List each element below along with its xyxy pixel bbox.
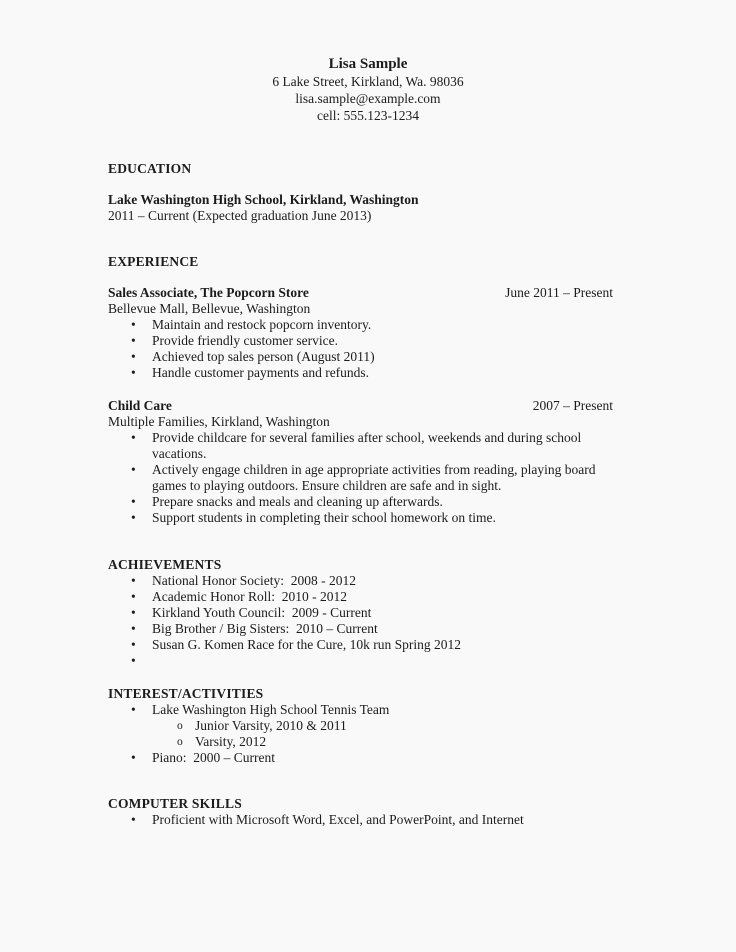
job-bullet: • Actively engage children in age appropriate activities from reading, playing board games to playing outdoors. Ensure children are safe and in sight.	[108, 462, 613, 494]
resume-body	[108, 161, 613, 828]
job-bullet: • Maintain and restock popcorn inventory.	[108, 317, 613, 333]
job-dates: 2007 – Present	[532, 398, 613, 413]
education-dates: 2011 – Current (Expected graduation June 2013)	[108, 208, 372, 223]
job-title: Sales Associate, The Popcorn Store	[108, 285, 309, 300]
job-bullet: • Support students in completing their school homework on time.	[108, 510, 613, 526]
job-entry	[108, 398, 613, 526]
achievement-bullet: • Kirkland Youth Council: 2009 - Current	[108, 605, 613, 621]
education-school: Lake Washington High School, Kirkland, Washington	[108, 192, 419, 207]
achievement-bullet: • Susan G. Komen Race for the Cure, 10k run Spring 2012	[108, 637, 613, 653]
achievement-bullet: • National Honor Society: 2008 - 2012	[108, 573, 613, 589]
job-title: Child Care	[108, 398, 172, 413]
job-bullet: • Handle customer payments and refunds.	[108, 365, 613, 381]
section-heading-computer-skills: COMPUTER SKILLS	[108, 796, 242, 811]
achievement-bullet: • Academic Honor Roll: 2010 - 2012	[108, 589, 613, 605]
interest-bullet: • Piano: 2000 – Current	[108, 750, 613, 766]
interest-bullet: • Lake Washington High School Tennis Team	[108, 702, 613, 718]
section-heading-achievements: ACHIEVEMENTS	[108, 557, 222, 572]
job-bullet: • Provide friendly customer service.	[108, 333, 613, 349]
section-heading-experience: EXPERIENCE	[108, 254, 199, 269]
interest-sub-bullet: o Varsity, 2012	[108, 734, 613, 750]
email-line: lisa.sample@example.com	[295, 91, 441, 106]
job-header	[108, 285, 613, 301]
contact-header	[0, 0, 736, 124]
job-location: Multiple Families, Kirkland, Washington	[108, 414, 330, 429]
job-header	[108, 398, 613, 414]
job-bullet: • Achieved top sales person (August 2011)	[108, 349, 613, 365]
achievement-bullet: • Big Brother / Big Sisters: 2010 – Current	[108, 621, 613, 637]
phone-line: cell: 555.123-1234	[317, 108, 419, 123]
job-dates: June 2011 – Present	[505, 285, 613, 300]
person-name: Lisa Sample	[328, 56, 408, 72]
job-bullet: • Prepare snacks and meals and cleaning up afterwards.	[108, 494, 613, 510]
address-line: 6 Lake Street, Kirkland, Wa. 98036	[272, 74, 464, 89]
section-heading-education: EDUCATION	[108, 161, 192, 176]
interest-sub-bullet: o Junior Varsity, 2010 & 2011	[108, 718, 613, 734]
job-location: Bellevue Mall, Bellevue, Washington	[108, 301, 311, 316]
achievement-bullet-empty	[108, 653, 613, 669]
computer-skills-bullet: • Proficient with Microsoft Word, Excel, and PowerPoint, and Internet	[108, 812, 613, 828]
job-bullet: • Provide childcare for several families after school, weekends and during school vacations.	[108, 430, 613, 462]
section-heading-interests: INTEREST/ACTIVITIES	[108, 686, 264, 701]
job-entry	[108, 285, 613, 381]
